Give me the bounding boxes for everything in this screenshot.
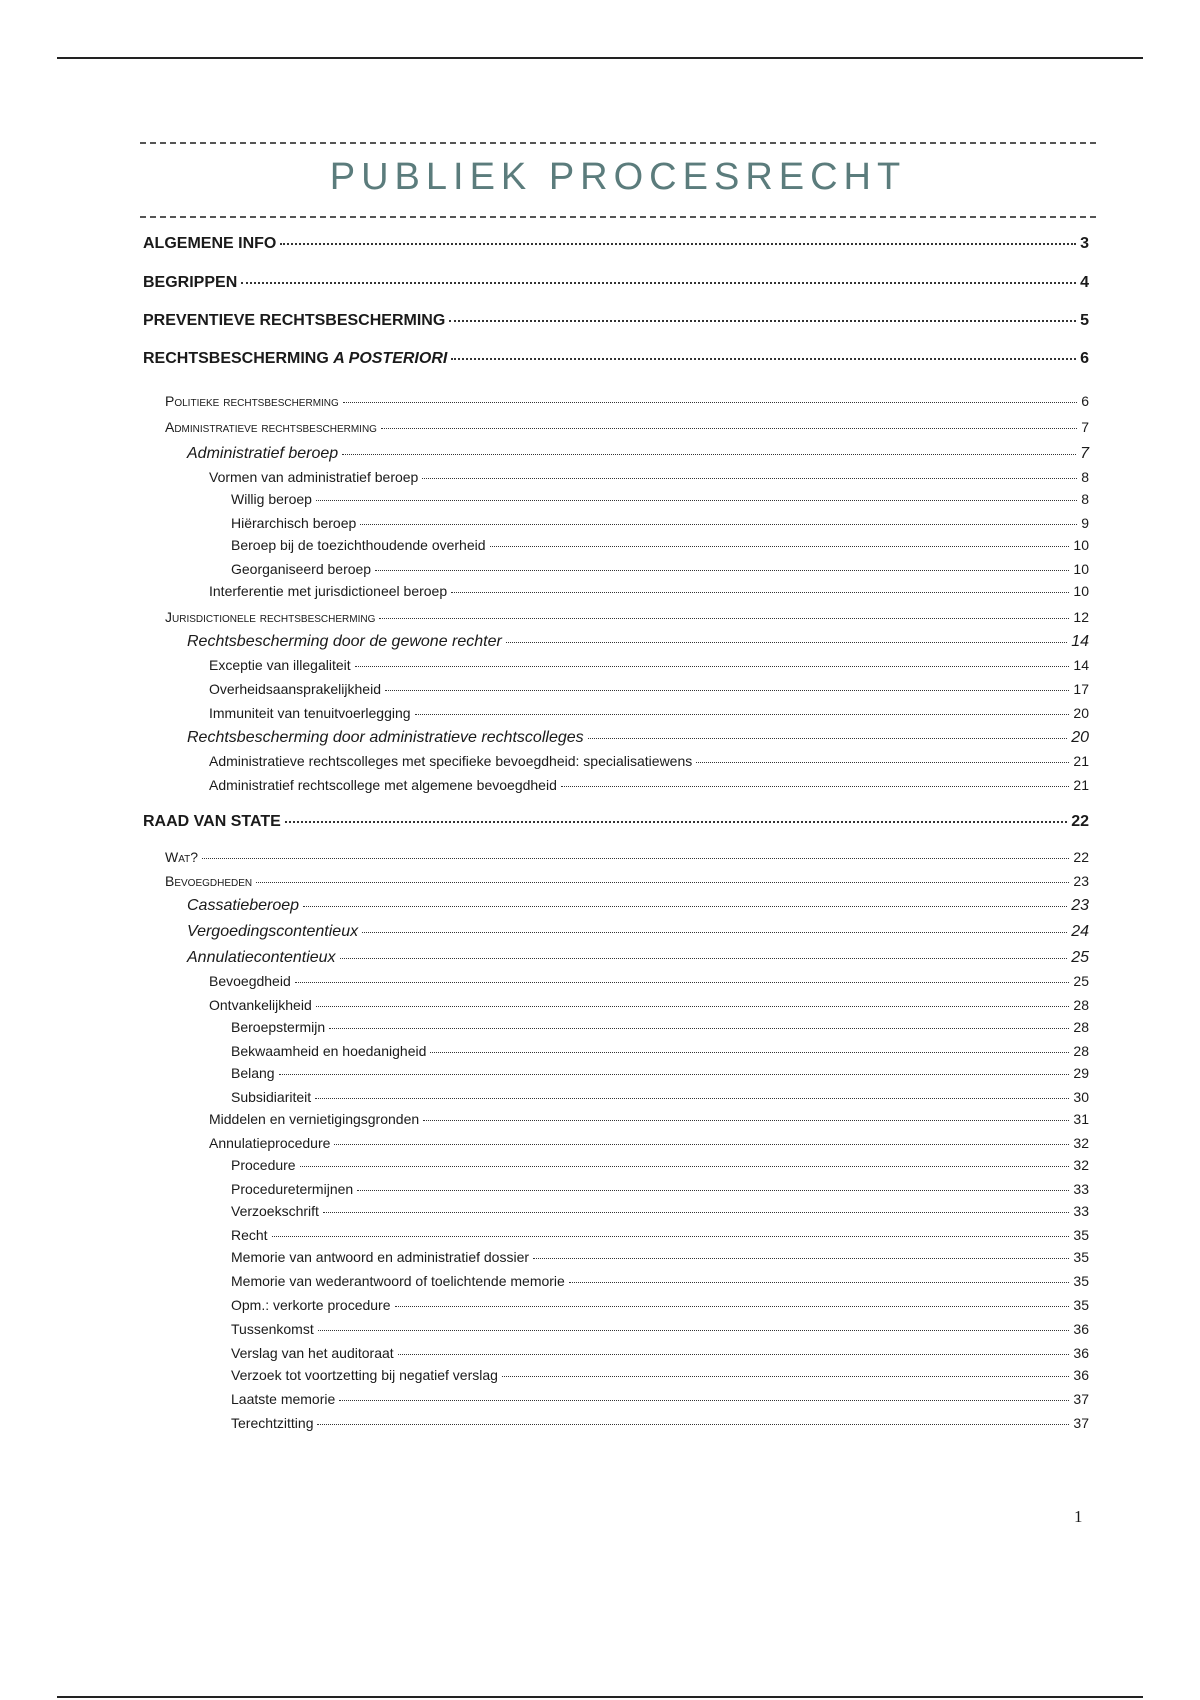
toc-entry-label: Proceduretermijnen [231,1181,354,1197]
toc-entry[interactable] [187,924,1089,940]
toc-entry-label: BEGRIPPEN [143,274,238,291]
toc-entry-page: 21 [1073,777,1089,793]
toc-entry-page: 24 [1071,923,1089,940]
toc-leader-dots [317,1416,1069,1425]
toc-entry-label: Beroepstermijn [231,1019,326,1035]
toc-entry[interactable] [231,1346,1089,1360]
toc-entry-label: Interferentie met jurisdictioneel beroep [209,583,448,599]
toc-entry[interactable] [165,420,1089,434]
toc-entry[interactable] [187,446,1089,462]
toc-entry-label: Verslag van het auditoraat [231,1345,394,1361]
toc-entry[interactable] [231,1158,1089,1172]
toc-entry[interactable] [187,950,1089,966]
toc-entry-page: 35 [1073,1297,1089,1313]
toc-entry[interactable] [165,874,1089,888]
title-block [140,142,1096,218]
toc-entry-page: 28 [1073,997,1089,1013]
toc-entry-page: 6 [1081,393,1089,409]
toc-leader-dots [588,729,1068,739]
toc-entry-label: RAAD VAN STATE [143,813,281,830]
toc-entry-page: 29 [1073,1065,1089,1081]
toc-leader-dots [451,584,1069,593]
toc-leader-dots [423,1112,1069,1121]
toc-entry-page: 12 [1073,609,1089,625]
toc-entry-label: Verzoek tot voortzetting bij negatief verslag [231,1367,498,1383]
toc-entry-label: Administratieve rechtsbescherming [165,419,377,435]
toc-entry-label: Rechtsbescherming door de gewone rechter [187,633,502,650]
toc-entry[interactable] [231,1416,1089,1430]
toc-leader-dots [385,682,1069,691]
toc-entry-page: 32 [1073,1135,1089,1151]
toc-entry-label: Beroep bij de toezichthoudende overheid [231,537,486,553]
toc-leader-dots [315,1090,1069,1099]
toc-leader-dots [303,897,1067,907]
toc-entry-page: 30 [1073,1089,1089,1105]
toc-entry-page: 3 [1080,235,1089,252]
toc-entry[interactable] [231,492,1089,506]
toc-entry[interactable] [143,313,1089,329]
toc-entry-page: 35 [1073,1273,1089,1289]
toc-entry-page: 36 [1073,1345,1089,1361]
toc-entry-page: 36 [1073,1367,1089,1383]
toc-entry-label: Rechtsbescherming door administratieve rechtscolleges [187,729,584,746]
toc-entry[interactable] [209,998,1089,1012]
toc-leader-dots [422,470,1077,479]
toc-entry-page: 23 [1073,873,1089,889]
toc-leader-dots [569,1274,1070,1283]
toc-entry[interactable] [209,1136,1089,1150]
document-title: PUBLIEK PROCESRECHT [329,156,907,198]
toc-entry[interactable] [231,562,1089,576]
toc-entry-page: 35 [1073,1227,1089,1243]
toc-entry-page: 37 [1073,1415,1089,1431]
toc-leader-dots [340,949,1068,959]
toc-entry-label: ALGEMENE INFO [143,235,277,252]
toc-entry-label: Cassatieberoep [187,897,300,914]
toc-leader-dots [256,874,1069,883]
toc-entry[interactable] [209,470,1089,484]
toc-entry[interactable] [143,236,1089,252]
toc-entry-page: 22 [1071,813,1089,830]
toc-entry-label: Laatste memorie [231,1391,336,1407]
toc-leader-dots [398,1346,1070,1355]
toc-entry[interactable] [231,538,1089,552]
toc-entry-label: Administratief beroep [187,445,339,462]
toc-entry-page: 33 [1073,1181,1089,1197]
toc-entry[interactable] [231,1044,1089,1058]
toc-entry-page: 31 [1073,1111,1089,1127]
toc-entry[interactable] [187,898,1089,914]
toc-entry-label: Hiërarchisch beroep [231,515,357,531]
toc-entry-page: 4 [1080,274,1089,291]
toc-entry[interactable] [231,1090,1089,1104]
toc-entry-label: PREVENTIEVE RECHTSBESCHERMING [143,312,446,329]
toc-entry-page: 7 [1081,419,1089,435]
toc-entry-page: 8 [1081,469,1089,485]
toc-entry[interactable] [231,1368,1089,1382]
toc-entry[interactable] [231,1020,1089,1034]
toc-leader-dots [696,754,1069,763]
toc-entry-label: Ontvankelijkheid [209,997,312,1013]
toc-entry[interactable] [231,1298,1089,1312]
toc-leader-dots [362,923,1067,933]
toc-entry-page: 28 [1073,1043,1089,1059]
toc-entry[interactable] [209,778,1089,792]
toc-entry-page: 25 [1071,949,1089,966]
toc-leader-dots [272,1228,1070,1237]
toc-entry[interactable] [231,1228,1089,1242]
header-rule [57,57,1143,59]
toc-leader-dots [375,562,1069,571]
toc-leader-dots [316,492,1077,501]
toc-entry-label: Willig beroep [231,491,312,507]
toc-entry[interactable] [165,610,1089,624]
toc-entry-page: 6 [1080,350,1089,367]
toc-leader-dots [202,850,1069,859]
toc-entry-page: 21 [1073,753,1089,769]
toc-leader-dots [360,516,1077,525]
toc-entry-page: 7 [1080,445,1089,462]
toc-entry-label: Bevoegdheden [165,873,253,889]
toc-leader-dots [430,1044,1069,1053]
toc-entry-label: Vormen van administratief beroep [209,469,419,485]
toc-entry-page: 32 [1073,1157,1089,1173]
toc-entry-label: Vergoedingscontentieux [187,923,359,940]
toc-entry-label: Wat? [165,849,199,865]
toc-entry[interactable] [231,1274,1089,1288]
toc-entry-page: 22 [1073,849,1089,865]
toc-entry-label: Tussenkomst [231,1321,314,1337]
toc-leader-dots [355,658,1070,667]
toc-entry-page: 8 [1081,491,1089,507]
toc-entry-label: Recht [231,1227,268,1243]
toc-entry-label: Verzoekschrift [231,1203,319,1219]
toc-entry-label: Bevoegdheid [209,973,291,989]
toc-entry-label: Annulatiecontentieux [187,949,336,966]
toc-leader-dots [490,538,1070,547]
toc-leader-dots [279,1066,1070,1075]
toc-entry[interactable] [209,658,1089,672]
toc-entry-label: Bekwaamheid en hoedanigheid [231,1043,427,1059]
toc-entry[interactable] [231,516,1089,530]
toc-entry-page: 10 [1073,583,1089,599]
toc-entry-page: 9 [1081,515,1089,531]
toc-entry[interactable] [187,634,1089,650]
toc-entry-page: 20 [1073,705,1089,721]
toc-entry-label: Middelen en vernietigingsgronden [209,1111,420,1127]
toc-entry-label: Opm.: verkorte procedure [231,1297,391,1313]
toc-leader-dots [285,811,1067,823]
toc-entry-page: 10 [1073,561,1089,577]
toc-leader-dots [318,1322,1070,1331]
footer-rule [57,1696,1143,1698]
toc-entry-label: Memorie van wederantwoord of toelichtende memorie [231,1273,565,1289]
toc-entry-label: RECHTSBESCHERMING A POSTERIORI [143,350,448,367]
toc-entry-label: Subsidiariteit [231,1089,312,1105]
toc-entry[interactable] [209,754,1089,768]
toc-leader-dots [451,348,1076,360]
toc-entry-label: Terechtzitting [231,1415,314,1431]
toc-entry-page: 20 [1071,729,1089,746]
toc-entry-label: Memorie van antwoord en administratief dossier [231,1249,530,1265]
toc-entry-page: 17 [1073,681,1089,697]
toc-leader-dots [449,310,1076,322]
toc-entry[interactable] [231,1182,1089,1196]
toc-entry-label: Administratieve rechtscolleges met specifieke bevoegdheid: specialisatiewens [209,753,693,769]
toc-entry[interactable] [231,1204,1089,1218]
toc-leader-dots [395,1298,1070,1307]
toc-entry-label: Immuniteit van tenuitvoerlegging [209,705,411,721]
toc-entry-page: 5 [1080,312,1089,329]
toc-entry[interactable] [209,1112,1089,1126]
toc-entry-label: Georganiseerd beroep [231,561,372,577]
toc-entry-page: 36 [1073,1321,1089,1337]
toc-entry-label: Annulatieprocedure [209,1135,331,1151]
toc-leader-dots [316,998,1070,1007]
toc-leader-dots [502,1368,1069,1377]
toc-entry[interactable] [231,1322,1089,1336]
toc-entry-page: 14 [1073,657,1089,673]
toc-entry-label: Belang [231,1065,275,1081]
toc-entry[interactable] [143,275,1089,291]
toc-entry-page: 25 [1073,973,1089,989]
toc-leader-dots [295,974,1070,983]
toc-entry[interactable] [143,351,1089,367]
toc-leader-dots [533,1250,1069,1259]
toc-leader-dots [334,1136,1069,1145]
toc-leader-dots [381,420,1077,429]
toc-entry-label: Procedure [231,1157,296,1173]
toc-leader-dots [329,1020,1069,1029]
toc-leader-dots [280,233,1076,245]
toc-entry[interactable] [209,584,1089,598]
toc-leader-dots [357,1182,1069,1191]
toc-entry[interactable] [231,1066,1089,1080]
toc-entry[interactable] [165,394,1089,408]
toc-entry[interactable] [143,814,1089,830]
toc-entry-page: 23 [1071,897,1089,914]
toc-leader-dots [241,272,1076,284]
toc-leader-dots [339,1392,1069,1401]
toc-entry-page: 37 [1073,1391,1089,1407]
toc-entry[interactable] [209,974,1089,988]
toc-entry-label: Administratief rechtscollege met algemene bevoegdheid [209,777,557,793]
toc-entry-page: 35 [1073,1249,1089,1265]
toc-entry[interactable] [209,682,1089,696]
toc-entry-label: Exceptie van illegaliteit [209,657,351,673]
toc-entry-page: 28 [1073,1019,1089,1035]
toc-leader-dots [342,445,1076,455]
toc-entry-page: 33 [1073,1203,1089,1219]
toc-leader-dots [323,1204,1069,1213]
toc-entry-label: Politieke rechtsbescherming [165,393,339,409]
toc-entry[interactable] [231,1250,1089,1264]
toc-leader-dots [561,778,1070,787]
toc-entry-page: 10 [1073,537,1089,553]
toc-entry-label: Overheidsaansprakelijkheid [209,681,381,697]
toc-entry[interactable] [209,706,1089,720]
toc-entry[interactable] [165,850,1089,864]
toc-leader-dots [415,706,1070,715]
toc-leader-dots [506,633,1067,643]
toc-entry-page: 14 [1071,633,1089,650]
toc-leader-dots [343,394,1077,403]
page-number: 1 [1074,1507,1083,1526]
toc-entry[interactable] [187,730,1089,746]
toc-entry-label: Jurisdictionele rechtsbescherming [165,609,376,625]
toc-entry[interactable] [231,1392,1089,1406]
toc-leader-dots [300,1158,1070,1167]
toc-leader-dots [379,610,1069,619]
